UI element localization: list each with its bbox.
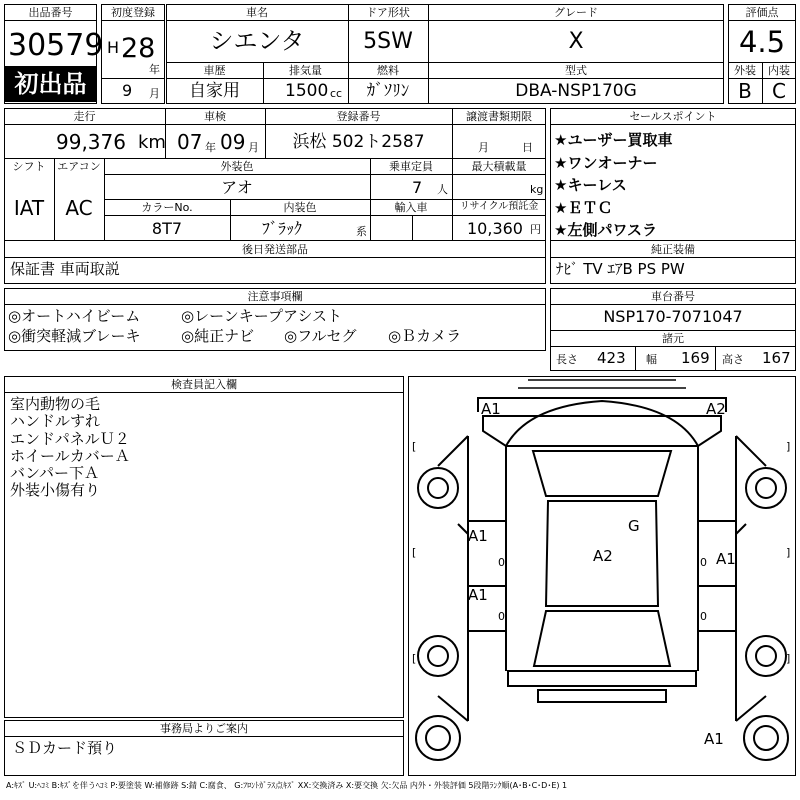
score-header: 評価点 (745, 6, 779, 19)
svg-text:]: ] (786, 440, 791, 453)
svg-text:]: ] (786, 546, 791, 559)
svg-text:[: [ (412, 546, 417, 559)
tailgate (508, 671, 696, 686)
lot-number: 30579 (8, 28, 104, 63)
damage-mark: A1 (481, 400, 501, 418)
inspector-note: バンパー下Ａ (10, 464, 99, 483)
sales-point: ★ＥＴＣ (554, 198, 613, 217)
registration-year: 28 (121, 33, 156, 64)
damage-mark: A1 (468, 527, 488, 545)
lot-header: 出品番号 (28, 6, 73, 19)
legend: A:ｷｽﾞ U:ﾍｺﾐ B:ｷｽﾞを伴うﾍｺﾐ P:要塗装 W:補修跡 S:錆 C:腐食、 G:ﾌﾛﾝﾄｶﾞﾗｽ点ｷｽﾞ XX:交換済み X:要交換 欠:欠品 内外・外装評価 5段階ﾗﾝｸ順(A･B･C･D･E) 1 (6, 781, 568, 790)
sales-point: ★ワンオーナー (554, 153, 658, 172)
sales-point: ★左側パワスラ (554, 221, 657, 239)
svg-text:0: 0 (498, 610, 505, 623)
fuel: ｶﾞｿﾘﾝ (366, 81, 410, 101)
office-note: ＳＤカード預り (12, 739, 118, 757)
first-listing-badge: 初出品 (5, 66, 96, 102)
damage-mark: A1 (704, 730, 724, 748)
history: 自家用 (189, 81, 240, 101)
front-right-wheel (746, 468, 786, 508)
registration-month: 9 (122, 81, 133, 100)
fuel-header: 燃料 (377, 64, 399, 77)
inspector-note: ホイールカバーＡ (10, 446, 130, 465)
rear-bumper (538, 690, 666, 702)
spare-wheel-right (744, 716, 788, 760)
length: 423 (597, 349, 626, 367)
equipment: ﾅﾋﾞ TV ｴｱB PS PW (556, 260, 685, 278)
recycle-fee: 10,360 (467, 219, 523, 238)
history-header: 車歴 (203, 64, 226, 77)
windshield (533, 451, 671, 496)
grade: X (568, 29, 584, 54)
plate-number: 浜松 502ト2587 (292, 132, 425, 152)
color-number: 8T7 (151, 219, 183, 238)
interior-color: ﾌﾞﾗｯｸ (262, 219, 303, 238)
svg-text:0: 0 (700, 556, 707, 569)
exterior-color: アオ (221, 178, 253, 197)
inspector-notes (10, 396, 130, 500)
shift: IAT (13, 196, 45, 220)
damage-mark: G (628, 517, 640, 535)
front-left-wheel (418, 468, 458, 508)
inspector-note: 室内動物の毛 (10, 395, 101, 413)
car-name: シエンタ (209, 27, 305, 55)
car-damage-diagram (408, 376, 796, 776)
inspector-note: ハンドルすれ (10, 412, 101, 431)
svg-text:[: [ (412, 652, 417, 665)
damage-mark: A2 (593, 547, 613, 565)
aircon: AC (65, 196, 93, 220)
rear-window (534, 611, 670, 666)
model-header: 型式 (565, 64, 587, 77)
exterior-score: B (738, 79, 752, 103)
inspector-note: エンドパネルＵ２ (10, 429, 130, 448)
model-code: DBA-NSP170G (515, 81, 637, 101)
height: 167 (762, 349, 791, 367)
damage-mark: A1 (468, 586, 488, 604)
door-header: ドア形状 (366, 6, 410, 19)
rear-right-wheel (746, 636, 786, 676)
displacement-header: 排気量 (289, 64, 322, 77)
svg-text:0: 0 (700, 610, 707, 623)
grade-header: グレード (554, 6, 598, 19)
deferred-parts: 保証書 車両取説 (10, 260, 120, 278)
sales-point: ★キーレス (554, 176, 627, 194)
inspection-month: 09 (220, 130, 246, 154)
svg-text:0: 0 (498, 556, 505, 569)
damage-mark: A2 (706, 400, 726, 418)
inspector-note: 外装小傷有り (10, 481, 101, 500)
door-type: 5SW (363, 29, 413, 54)
car-name-header: 車名 (246, 6, 268, 19)
inspection-year: 07 (177, 130, 203, 154)
chassis-number: NSP170-7071047 (603, 307, 743, 326)
damage-mark: A1 (716, 550, 736, 568)
registration-header: 初度登録 (111, 6, 155, 19)
svg-text:[: [ (412, 440, 417, 453)
rear-left-wheel (418, 636, 458, 676)
width: 169 (681, 349, 710, 367)
sales-point: ★ユーザー買取車 (554, 131, 673, 149)
displacement: 1500 (285, 81, 329, 101)
interior-score: C (772, 79, 786, 103)
mileage: 99,376 (56, 130, 126, 154)
sales-points-list (554, 129, 672, 242)
score: 4.5 (738, 25, 786, 59)
spare-wheel-left (416, 716, 460, 760)
capacity: 7 (412, 178, 423, 197)
svg-text:]: ] (786, 652, 791, 665)
